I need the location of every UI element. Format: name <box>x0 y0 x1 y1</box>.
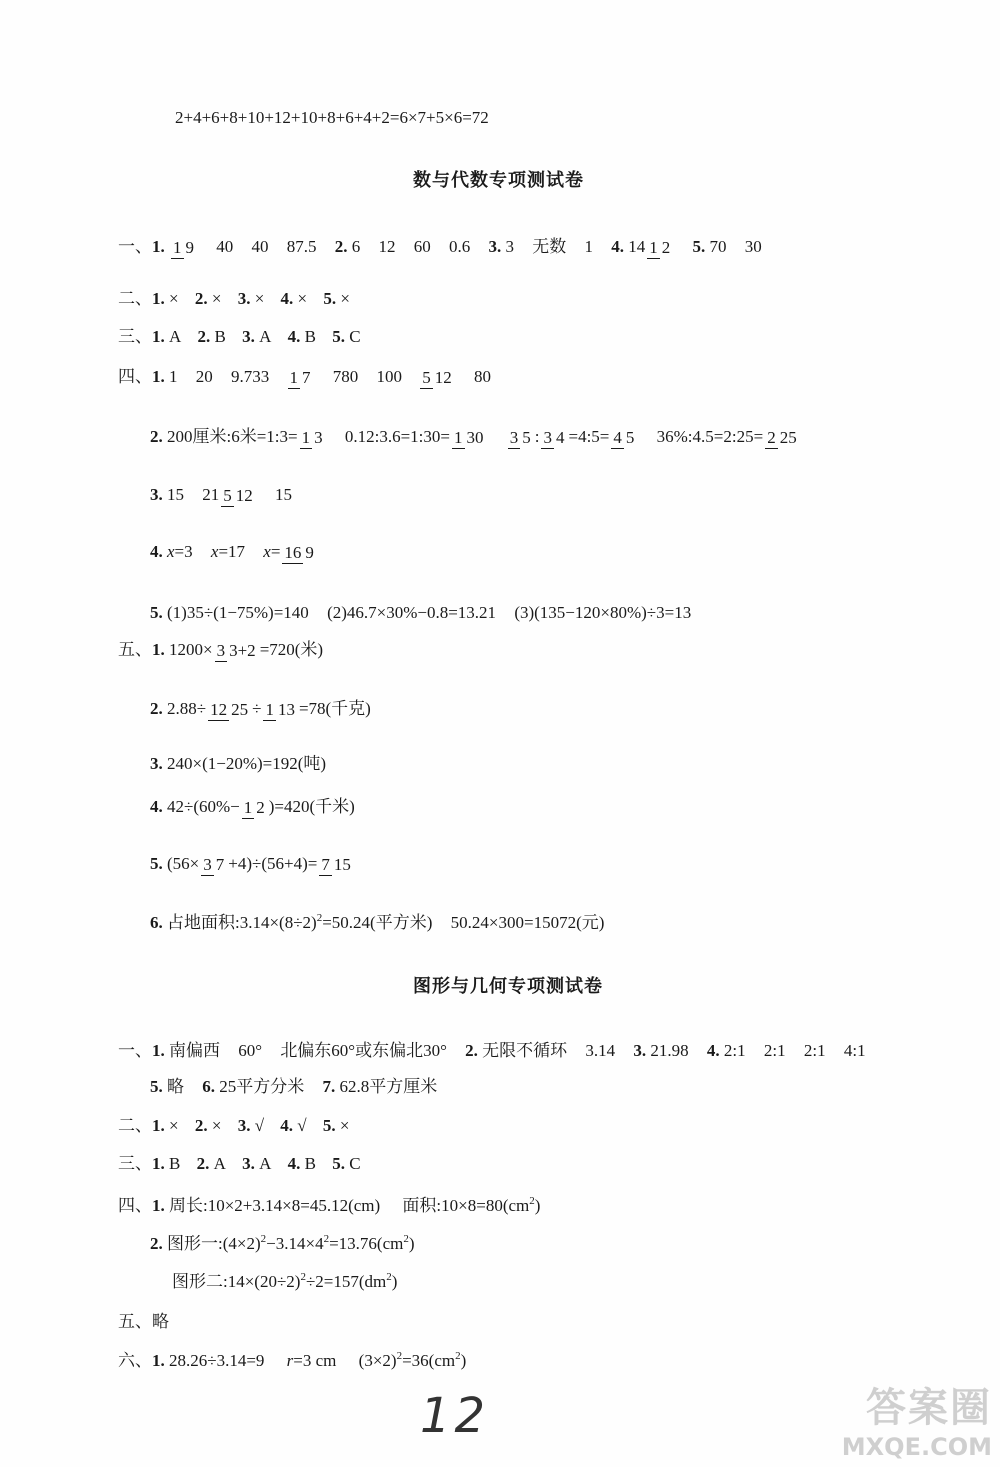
geometry-part-1-cont: 5. 略 6. 25平方分米 7. 62.8平方厘米 <box>150 1077 438 1096</box>
algebra-part-5-q4: 4. 42÷(60%− 1 2 )=420(千米) <box>150 797 355 817</box>
fraction: 3 3+2 <box>216 641 256 660</box>
fraction: 3 5 <box>509 428 531 447</box>
geometry-part-1: 一、1. 南偏西 60° 北偏东60°或东偏北30° 2. 无限不循环 3.14 3. 21.98 4. 2:1 2:1 2:1 4:1 <box>118 1041 866 1060</box>
watermark <box>842 1376 992 1461</box>
section-title-geometry: 图形与几何专项测试卷 <box>413 976 603 997</box>
algebra-part-5-q6: 6. 占地面积$:3.14\times(8\div 2)^2=50.24$(平方米) 50.24×300=15072(元) <box>150 912 605 932</box>
fraction: 12 25 <box>210 700 249 719</box>
algebra-part-4-q4: 4. x=3 x=17 x= 16 9 <box>150 542 314 562</box>
geometry-part-4-q2: 2. 图形一$:(4\times 2)^2-3.14\times 4^2=13.76(cm^2)$ <box>150 1233 415 1253</box>
algebra-part-3: 三、1. A 2. B 3. A 4. B 5. C <box>118 327 361 346</box>
fraction: 2 25 <box>767 428 797 447</box>
geometry-part-4-q1: 四、1. 周长:10×2+3.14×8=45.12(cm) 面积$:10\times 8=80(cm^2)$ <box>118 1195 541 1215</box>
fraction: 1 7 <box>289 368 311 387</box>
algebra-part-5-q5: 5. (56× 3 7 +4)÷(56+4)= 7 15 <box>150 854 351 874</box>
algebra-part-4-q5: 5. (1)35÷(1−75%)=140 (2)46.7×30%−0.8=13.21 (3)(135−120×80%)÷3=13 <box>150 603 692 622</box>
q-num: 5. <box>692 237 706 257</box>
geometry-part-2: 二、1. × 2. × 3. √ 4. √ 5. × <box>118 1116 350 1135</box>
fraction: 1 2 <box>649 238 671 257</box>
fraction: 1 2 <box>243 798 265 817</box>
part-label: 一、 <box>118 237 152 257</box>
fraction: 7 15 <box>321 855 351 874</box>
fraction: 16 9 <box>284 543 314 562</box>
page-number: 12 <box>420 1388 490 1444</box>
geometry-part-6: 六、1. 28.26÷3.14=9 r=3 cm $(3\times 2)^2=36(cm^2)$ <box>118 1350 467 1370</box>
algebra-part-2: 二、1. × 2. × 3. × 4. × 5. × <box>118 289 350 308</box>
carry-over-line <box>175 109 489 126</box>
equation: 2+4+6+8+10+12+10+8+6+4+2=6×7+5×6=72 <box>175 108 489 127</box>
fraction: 1 30 <box>454 428 484 447</box>
fraction: 1 13 <box>265 700 295 719</box>
watermark-logo-text: 答案圈 <box>866 1385 992 1431</box>
q-num: 3. <box>488 237 502 257</box>
geometry-part-3: 三、1. B 2. A 3. A 4. B 5. C <box>118 1154 361 1173</box>
algebra-part-4-q2: 2. 200厘米:6米=1:3= 1 3 0.12:3.6=1:30= 1 30 3 5 : 3 4 =4:5= 4 5 36%:4.5=2:25= 2 25 <box>150 427 797 447</box>
fraction: 3 4 <box>543 428 565 447</box>
algebra-part-4-q3: 3. 15 21 5 12 15 <box>150 485 292 505</box>
algebra-part-5-q2: 2. 2.88÷ 12 25 ÷ 1 13 =78(千克) <box>150 699 371 719</box>
algebra-part-1: 一、1. 1 9 40 40 87.5 2. 6 12 60 0.6 3. 3 无数 1 4. 14 1 2 5. 70 30 <box>118 237 762 257</box>
q-num: 4. <box>611 237 624 257</box>
algebra-part-5-q3: 3. 240×(1−20%)=192(吨) <box>150 754 327 773</box>
algebra-part-4-q1: 四、1. 1 20 9.733 1 7 780 100 5 12 80 <box>118 367 491 387</box>
fraction: 3 7 <box>203 855 225 874</box>
algebra-part-5-q1: 五、1. 1200× 3 3+2 =720(米) <box>118 640 324 660</box>
watermark-url: MXQE.COM <box>841 1433 992 1461</box>
geometry-part-5: 五、略 <box>118 1312 169 1331</box>
fraction: 5 12 <box>422 368 452 387</box>
fraction: 5 12 <box>223 486 253 505</box>
section-title-algebra: 数与代数专项测试卷 <box>413 170 584 191</box>
q-num: 2. <box>334 237 348 257</box>
fraction: 1 9 <box>173 238 194 257</box>
q-num: 1. <box>152 237 165 257</box>
fraction: 1 3 <box>301 428 323 447</box>
fraction: 4 5 <box>613 428 635 447</box>
geometry-part-4-q2-cont: 图形二$:14\times(20\div 2)^2\div 2=157(dm^2)$ <box>172 1271 398 1291</box>
